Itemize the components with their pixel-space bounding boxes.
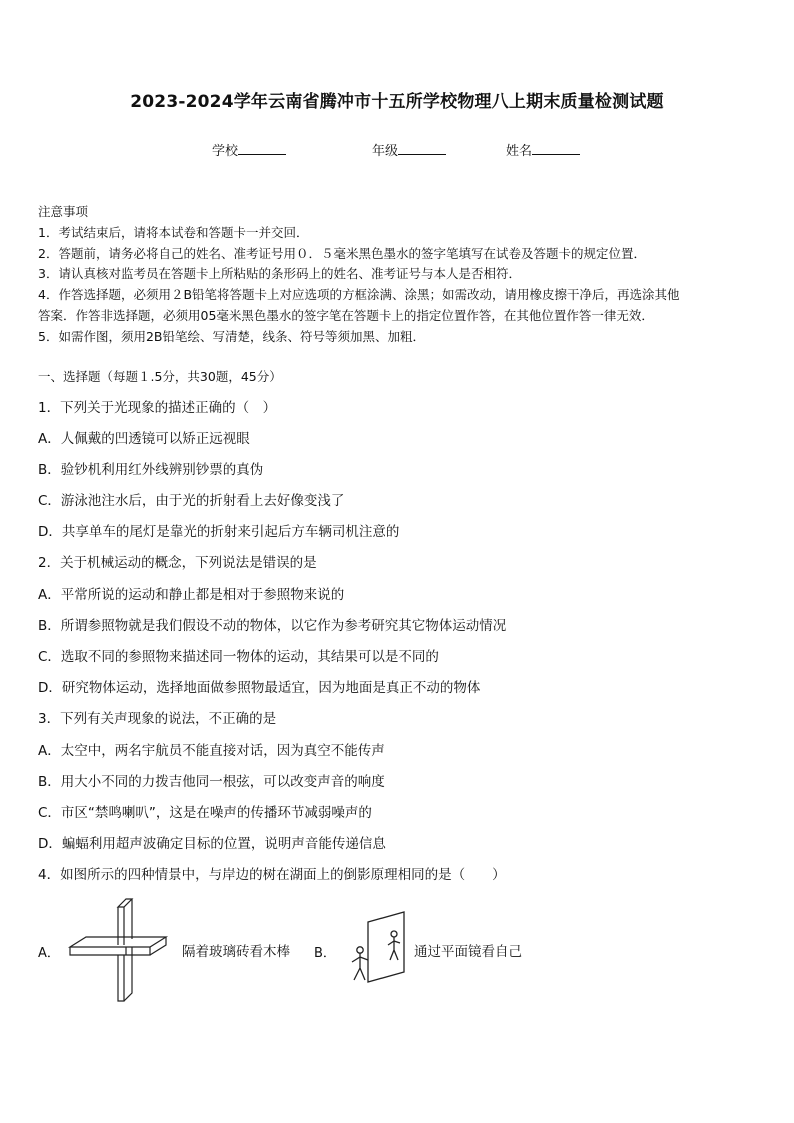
school-label: 学校 bbox=[212, 144, 239, 159]
page-title: 2023-2024学年云南省腾冲市十五所学校物理八上期末质量检测试题 bbox=[130, 92, 664, 112]
notes-item: 3．请认真核对监考员在答题卡上所粘贴的条形码上的姓名、准考证号与本人是否相符． bbox=[38, 266, 521, 282]
figure-b-label: B． bbox=[314, 946, 336, 961]
question-option: D．蝙蝠利用超声波确定目标的位置，说明声音能传递信息 bbox=[38, 836, 386, 852]
grade-field bbox=[372, 140, 446, 159]
glass-brick-stick-figure bbox=[66, 895, 176, 1005]
grade-label: 年级 bbox=[372, 144, 399, 159]
question-option: B．验钞机利用红外线辨别钞票的真伪 bbox=[38, 462, 264, 478]
notes-item: 1．考试结束后，请将本试卷和答题卡一并交回． bbox=[38, 224, 309, 240]
section-heading: 一、选择题（每题１.5分，共30题，45分） bbox=[38, 369, 282, 384]
question-option: C．选取不同的参照物来描述同一物体的运动，其结果可以是不同的 bbox=[38, 649, 439, 665]
question-stem: 3．下列有关声现象的说法，不正确的是 bbox=[38, 711, 277, 727]
question-option: D．共享单车的尾灯是靠光的折射来引起后方车辆司机注意的 bbox=[38, 524, 400, 540]
question-option: D．研究物体运动，选择地面做参照物最适宜，因为地面是真正不动的物体 bbox=[38, 680, 481, 696]
name-blank bbox=[532, 142, 580, 155]
mirror-person-figure bbox=[346, 910, 412, 988]
question-option: C．市区“禁鸣喇叭”，这是在噪声的传播环节减弱噪声的 bbox=[38, 805, 372, 821]
question-option: C．游泳池注水后，由于光的折射看上去好像变浅了 bbox=[38, 493, 345, 509]
notes-block bbox=[38, 202, 762, 348]
figure-a-label: A． bbox=[38, 946, 60, 961]
figure-a-caption: 隔着玻璃砖看木棒 bbox=[182, 944, 290, 960]
name-label: 姓名 bbox=[506, 144, 533, 159]
name-field bbox=[506, 140, 580, 159]
question-option: A．人佩戴的凹透镜可以矫正远视眼 bbox=[38, 431, 250, 447]
notes-item: 答案．作答非选择题，必须用05毫米黑色墨水的签字笔在答题卡上的指定位置作答，在其他位置作答一律无效． bbox=[38, 307, 654, 323]
notes-item: 2．答题前，请务必将自己的姓名、准考证号用０．５毫米黑色墨水的签字笔填写在试卷及答题卡的规定位置． bbox=[38, 245, 646, 261]
question-stem: 4．如图所示的四种情景中，与岸边的树在湖面上的倒影原理相同的是（ ） bbox=[38, 867, 506, 883]
notes-heading: 注意事项 bbox=[38, 204, 89, 219]
question-option: B．所谓参照物就是我们假设不动的物体，以它作为参考研究其它物体运动情况 bbox=[38, 618, 507, 634]
notes-item: 5．如需作图，须用2B铅笔绘、写清楚，线条、符号等须加黑、加粗． bbox=[38, 328, 425, 344]
question-option: B．用大小不同的力拨吉他同一根弦，可以改变声音的响度 bbox=[38, 774, 385, 790]
grade-blank bbox=[398, 142, 446, 155]
question-stem: 2．关于机械运动的概念，下列说法是错误的是 bbox=[38, 555, 317, 571]
notes-item: 4．作答选择题，必须用２B铅笔将答题卡上对应选项的方框涂满、涂黑；如需改动，请用橡皮擦干净后，再选涂其他 bbox=[38, 287, 680, 303]
question-stem: 1．下列关于光现象的描述正确的（ ） bbox=[38, 400, 277, 416]
school-blank bbox=[238, 142, 286, 155]
figure-b-caption: 通过平面镜看自己 bbox=[414, 944, 522, 960]
school-field bbox=[212, 140, 286, 159]
question-option: A．太空中，两名宇航员不能直接对话，因为真空不能传声 bbox=[38, 743, 385, 759]
question-option: A．平常所说的运动和静止都是相对于参照物来说的 bbox=[38, 587, 345, 603]
